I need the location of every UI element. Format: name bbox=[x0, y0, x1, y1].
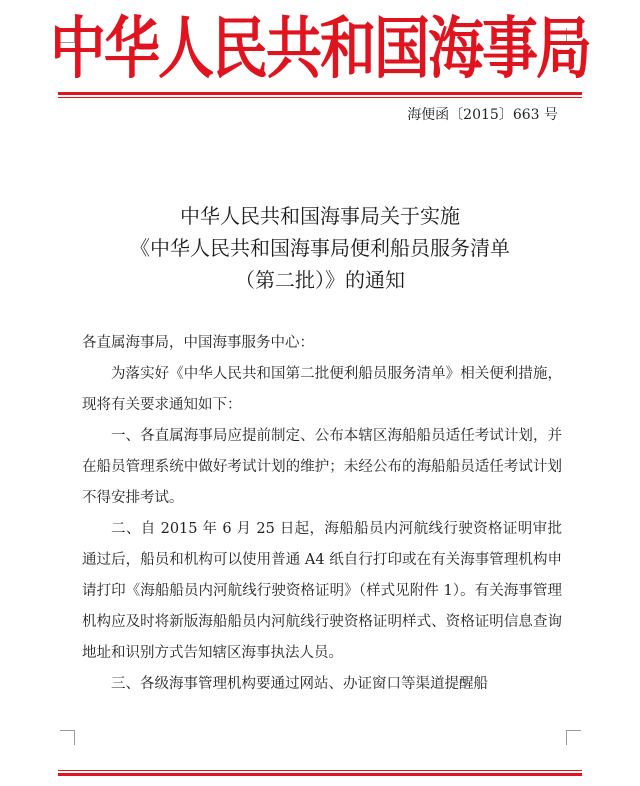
paragraph-item-1: 一、各直属海事局应提前制定、公布本辖区海船船员适任考试计划，并在船员管理系统中做好考试计划的维护；未经公布的海船船员适任考试计划不得安排考试。 bbox=[82, 428, 562, 506]
masthead-title: 中华人民共和国海事局 bbox=[50, 10, 590, 89]
paragraph-item-2: 二、自 2015 年 6 月 25 日起，海船船员内河航线行驶资格证明审批通过后，船员和机构可以使用普通 A4 纸自行打印或在有关海事管理机构申请打印《海船船员内河航线行驶资格证明》（样式见附件 1）。有关海事管理机构应及时将新版海船船员内河航线行驶资格证明样式、资格证明信息查询地址和识别方式告知辖区海事执法人员。 bbox=[82, 521, 562, 661]
masthead-red-rule-thin bbox=[58, 97, 582, 98]
footer-red-rule bbox=[58, 773, 582, 776]
masthead-red-rule bbox=[58, 92, 582, 95]
title-line-3: （第二批）》的通知 bbox=[235, 268, 405, 292]
title-line-1: 中华人民共和国海事局关于实施 bbox=[180, 204, 460, 228]
paragraph-intro: 为落实好《中华人民共和国第二批便利船员服务清单》相关便利措施，现将有关要求通知如下： bbox=[82, 366, 562, 413]
salutation: 各直属海事局，中国海事服务中心： bbox=[82, 335, 314, 351]
title-line-2: 《中华人民共和国海事局便利船员服务清单 bbox=[130, 236, 510, 260]
crop-mark-bottom-left bbox=[60, 730, 75, 745]
crop-mark-bottom-right bbox=[566, 730, 581, 745]
footer-red-rule-thin bbox=[58, 770, 582, 771]
paragraph-item-3: 三、各级海事管理机构要通过网站、办证窗口等渠道提醒船 bbox=[111, 676, 488, 692]
document-number: 海便函〔2015〕663 号 bbox=[407, 107, 558, 123]
document-title bbox=[60, 200, 580, 296]
document-body bbox=[82, 328, 562, 700]
